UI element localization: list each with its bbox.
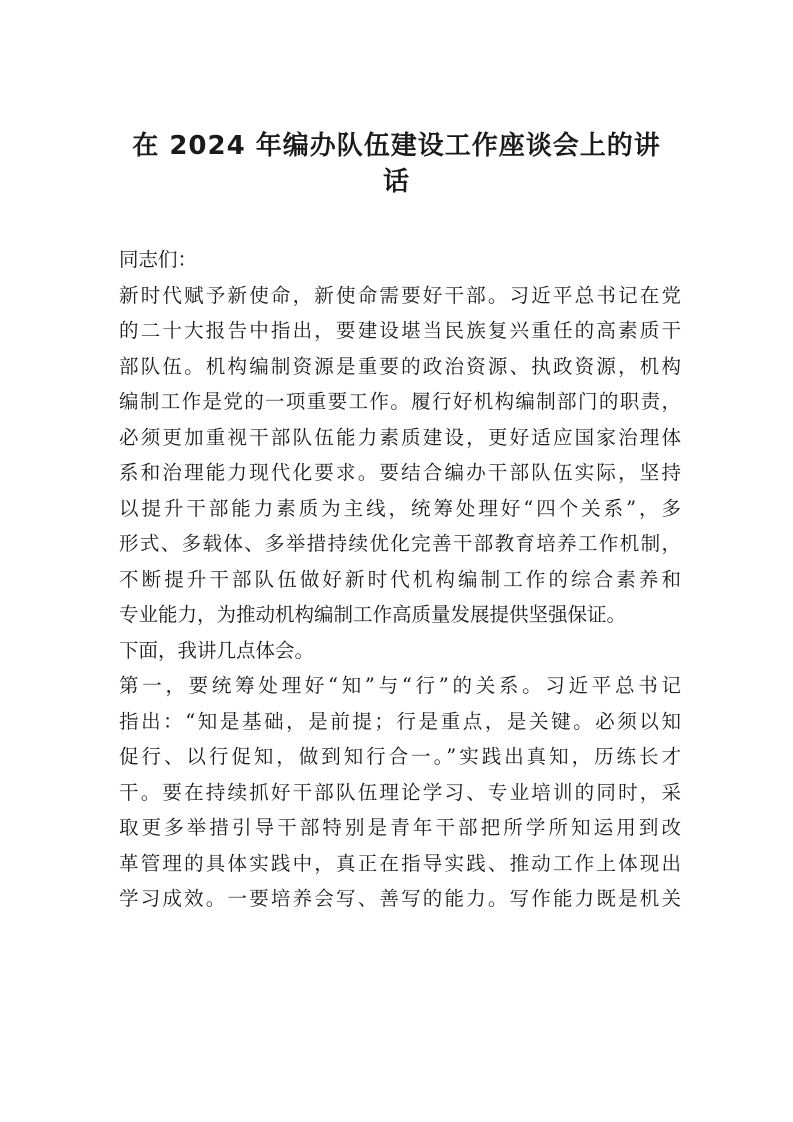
body-line: 必须更加重视干部队伍能力素质建设，更好适应国家治理体: [119, 425, 681, 449]
body-line: 干。要在持续抓好干部队伍理论学习、专业培训的同时，采: [119, 780, 681, 804]
body-line: 以提升干部能力素质为主线，统筹处理好“四个关系”，多: [119, 496, 681, 520]
body-line: 系和治理能力现代化要求。要结合编办干部队伍实际，坚持: [119, 461, 681, 484]
body-line: 下面，我讲几点体会。: [119, 638, 315, 662]
body-line: 形式、多载体、多举措持续优化完善干部教育培养工作机制，: [119, 532, 681, 555]
body-line: 新时代赋予新使命，新使命需要好干部。习近平总书记在党: [119, 283, 681, 307]
body-line: 专业能力，为推动机构编制工作高质量发展提供坚强保证。: [119, 603, 627, 626]
document-body: [119, 242, 681, 917]
body-line: 的二十大报告中指出，要建设堪当民族复兴重任的高素质干: [119, 319, 681, 342]
document-title: [110, 122, 683, 197]
salutation: 同志们：: [119, 248, 198, 271]
body-line: 革管理的具体实践中，真正在指导实践、推动工作上体现出: [119, 851, 681, 875]
body-line: 第一，要统筹处理好“知”与“行”的关系。习近平总书记: [119, 674, 681, 697]
body-line: 学习成效。一要培养会写、善写的能力。写作能力既是机关: [119, 887, 681, 910]
title-line: 在 2024 年编办队伍建设工作座谈会上的讲: [132, 131, 661, 161]
title-line: 话: [382, 166, 410, 197]
body-line: 促行、以行促知，做到知行合一。”实践出真知，历练长才: [119, 745, 681, 768]
body-line: 指出：“知是基础，是前提；行是重点，是关键。必须以知: [119, 709, 681, 733]
body-line: 编制工作是党的一项重要工作。履行好机构编制部门的职责，: [119, 390, 681, 413]
body-line: 不断提升干部队伍做好新时代机构编制工作的综合素养和: [119, 567, 681, 591]
body-line: 部队伍。机构编制资源是重要的政治资源、执政资源，机构: [119, 354, 681, 378]
body-line: 取更多举措引导干部特别是青年干部把所学所知运用到改: [119, 816, 681, 839]
